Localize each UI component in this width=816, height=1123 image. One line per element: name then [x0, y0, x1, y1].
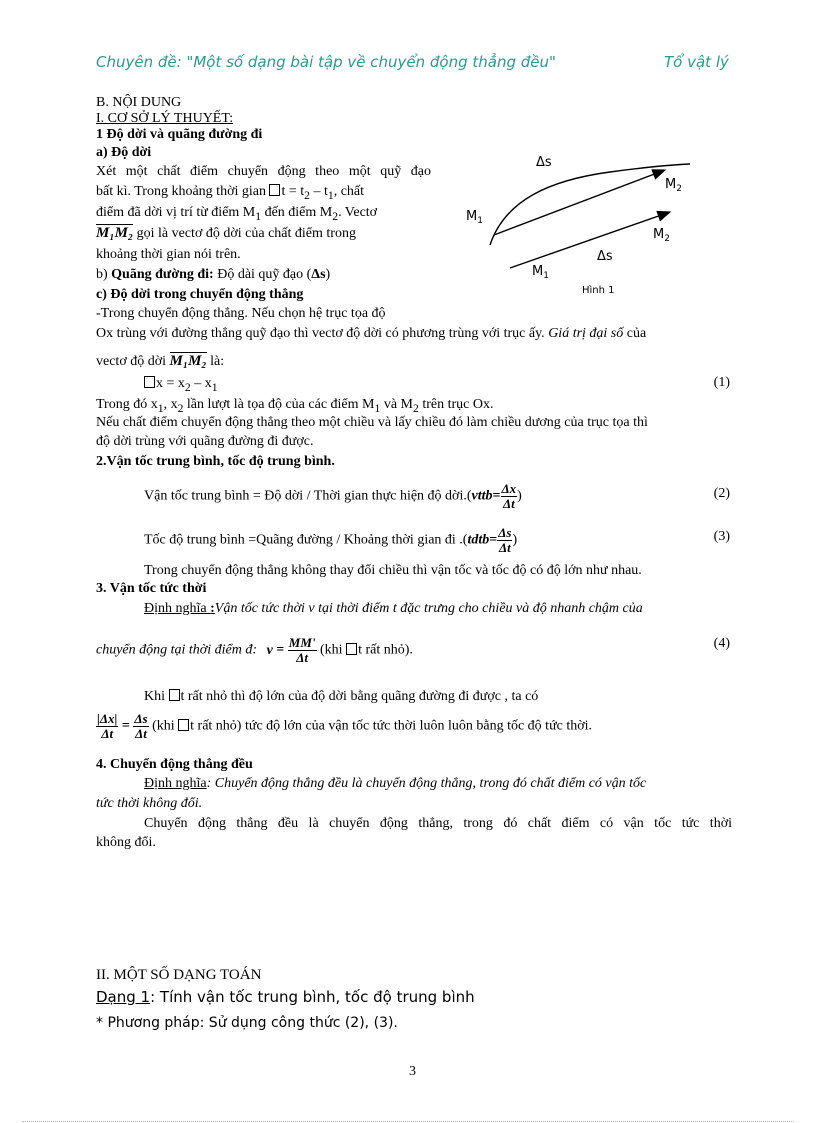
vector-m1m2: M₁M₂ — [96, 225, 134, 241]
para-coords: Trong đó $x_1$, $x_2$ lần lượt là tọa độ của các điểm $M_1$ và $M_2$ trên trục Ox. — [96, 397, 494, 415]
fraction-ds-dt: $\frac{\Delta s}{\Delta t}$ — [498, 525, 512, 555]
equation-4-number: (4) — [713, 636, 730, 651]
average-speed-formula: Tốc độ trung bình =Quãng đường / Khoảng thời gian đi .(tdtb= $\frac{\Delta s}{\Delta t}$ ) — [144, 525, 518, 555]
fraction-dx-dt: $\frac{\Delta x}{\Delta t}$ — [501, 481, 517, 511]
vector-m1m2-2: M₁M₂ — [169, 353, 207, 369]
para-s3-khi: Khi t rất nhỏ thì độ lớn của độ dời bằng quãng đường đi được , ta có — [144, 689, 539, 704]
para-s3-def-line1: Định nghĩa :Vận tốc tức thời v tại thời điểm t đặc trưng cho chiều và độ nhanh chậm của — [144, 601, 643, 616]
para-s2-note: Trong chuyển động thẳng không thay đổi chiều thì vận tốc và tốc độ có độ lớn như nhau. — [144, 563, 642, 578]
average-velocity-formula: Vận tốc trung bình = Độ dời / Thời gian thực hiện độ dời.(vttb= $\frac{\Delta x}{\Delta t}$ ) — [144, 481, 522, 511]
para-s4-def-line1: Định nghĩa: Chuyển động thẳng đều là chuyển động thẳng, trong đó chất điểm có vận tốc — [144, 776, 647, 791]
para-c-line3: vectơ độ dời M₁M₂ là: — [96, 353, 225, 369]
section-ii-heading: II. MỘT SỐ DẠNG TOÁN — [96, 967, 262, 983]
para-s3-def-line2: chuyển động tại thời điểm đ: v = $\frac{MM'}{\Delta t}$ (khi t rất nhỏ). — [96, 635, 413, 665]
missing-glyph-icon — [269, 184, 280, 196]
para-c-line1: -Trong chuyển động thẳng. Nếu chọn hệ trục tọa độ — [96, 306, 386, 321]
missing-glyph-icon — [169, 689, 180, 701]
missing-glyph-icon — [144, 376, 155, 388]
label-m2-bottom: $M_2$ — [653, 227, 670, 244]
para-a-line1: Xét một chất điểm chuyển động theo một quỹ đạo — [96, 164, 431, 179]
para-c-line2: Ox trùng với đường thẳng quỹ đạo thì vectơ độ dời có phương trùng với trục ấy. Giá trị đại số của — [96, 326, 647, 341]
para-p1: Nếu chất điểm chuyển động thẳng theo một chiều và lấy chiều đó làm chiều dương của trục tọa thì — [96, 415, 648, 430]
equation-1-number: (1) — [713, 375, 730, 390]
figure-1-diagram — [460, 150, 740, 300]
header-title: Chuyên đề: "Một số dạng bài tập về chuyển động thẳng đều" — [96, 53, 556, 71]
subsection-1-heading: 1 Độ dời và quãng đường đi — [96, 127, 263, 142]
section-b-heading: B. NỘI DUNG — [96, 95, 182, 110]
label-ds-bottom: Δs — [597, 249, 613, 264]
para-b-line: b) Quãng đường đi: Độ dài quỹ đạo (Δs) — [96, 267, 331, 282]
para-a-line5: khoảng thời gian nói trên. — [96, 247, 241, 262]
para-a-line3: điểm đã dời vị trí từ điểm $M_1$ đến điểm $M_2$. Vectơ — [96, 205, 378, 223]
header-department: Tổ vật lý — [664, 53, 729, 71]
equation-3-number: (3) — [713, 529, 730, 544]
fraction-mm-dt: $\frac{MM'}{\Delta t}$ — [288, 635, 316, 665]
para-s3-abs: $\frac{|\Delta x|}{\Delta t}$ = $\frac{\Delta s}{\Delta t}$ (khi t rất nhỏ) tức độ lớn của vận tốc tức thời luôn luôn bằng tốc độ tức thời. — [97, 711, 593, 741]
section-i-heading: I. CƠ SỞ LÝ THUYẾT: — [96, 111, 234, 126]
figure-caption: Hình 1 — [582, 285, 615, 296]
fraction-abs-dx-dt: $\frac{|\Delta x|}{\Delta t}$ — [97, 711, 118, 741]
displacement-vector-top — [494, 170, 665, 235]
para-p2: độ dời trùng với quãng đường đi được. — [96, 434, 314, 449]
method-line: * Phương pháp: Sử dụng công thức (2), (3). — [96, 1015, 398, 1031]
subsection-c-heading: c) Độ dời trong chuyển động thẳng — [96, 287, 304, 302]
equation-1: $x = x_2 - x_1$ — [144, 375, 780, 397]
fraction-ds-dt-2: $\frac{\Delta s}{\Delta t}$ — [134, 711, 148, 741]
equation-2-number: (2) — [713, 486, 730, 501]
subsection-3-heading: 3. Vận tốc tức thời — [96, 581, 207, 596]
page-bottom-rule — [22, 1121, 794, 1122]
label-ds-top: Δs — [536, 155, 552, 170]
subsection-2-heading: 2.Vận tốc trung bình, tốc độ trung bình. — [96, 454, 335, 469]
page-number: 3 — [409, 1064, 416, 1079]
missing-glyph-icon — [346, 643, 357, 655]
label-m2-top: $M_2$ — [665, 177, 682, 194]
para-a-line2: bất kì. Trong khoảng thời gian $t = t_2 - t_1$, chất — [96, 184, 365, 202]
para-s4-def-line2: tức thời không đổi. — [96, 796, 203, 811]
para-s4-p2: không đổi. — [96, 835, 156, 850]
missing-glyph-icon — [178, 719, 189, 731]
label-m1-bottom: $M_1$ — [532, 264, 549, 281]
para-a-line4: M₁M₂ gọi là vectơ độ dời của chất điểm trong — [96, 225, 356, 241]
subsection-4-heading: 4. Chuyển động thẳng đều — [96, 757, 253, 772]
subsection-a-heading: a) Độ dời — [96, 145, 152, 160]
para-s4-p1: Chuyển động thẳng đều là chuyển động thẳng, trong đó chất điểm có vận tốc tức thời — [144, 816, 732, 831]
label-m1-left: $M_1$ — [466, 209, 483, 226]
dang1-heading: Dạng 1: Tính vận tốc trung bình, tốc độ trung bình — [96, 988, 475, 1006]
